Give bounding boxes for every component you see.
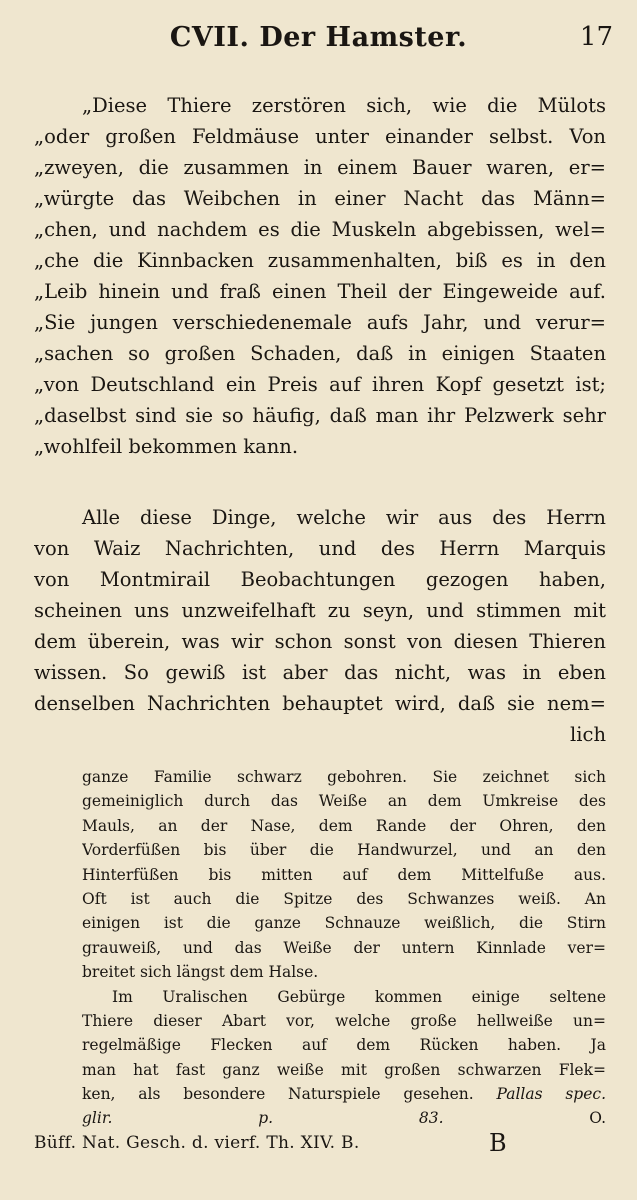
paragraph (34, 502, 606, 750)
text-line: „Sie jungen verschiedenemale aufs Jahr, und verur= (34, 311, 606, 334)
footnote-line: einigen ist die ganze Schnauze weißlich, die Stirn (82, 914, 606, 933)
footnote (82, 765, 606, 1131)
text-line: von Montmirail Beobachtungen gezogen haben, (34, 568, 606, 591)
footnote-line: man hat fast ganz weiße mit großen schwarzen Flek= (82, 1060, 606, 1079)
text-line: „chen, und nachdem es die Muskeln abgebissen, wel= (34, 218, 606, 241)
catchword: lich (570, 723, 606, 746)
footnote-line: Im Uralischen Gebürge kommen einige seltene (112, 987, 606, 1006)
footnote-line: ganze Familie schwarz gebohren. Sie zeichnet sich (82, 768, 606, 786)
footnote-line: Thiere dieser Abart vor, welche große hellweiße un= (82, 1011, 606, 1030)
footnote-line: Oft ist auch die Spitze des Schwanzes weiß. An (82, 889, 606, 908)
signature-letter: B (489, 1129, 507, 1157)
text-line: „zweyen, die zusammen in einem Bauer waren, er= (34, 156, 606, 179)
text-line: „von Deutschland ein Preis auf ihren Kopf gesetzt ist; (34, 373, 606, 396)
text-line: Alle diese Dinge, welche wir aus des Herrn (82, 506, 606, 529)
text-line: „sachen so großen Schaden, daß in einigen Staaten (34, 342, 606, 365)
text-line: „che die Kinnbacken zusammenhalten, biß es in den (34, 249, 606, 272)
page-number: 17 (579, 22, 613, 52)
citation-ref: glir. p. 83. (82, 1109, 444, 1128)
printer-signature: Büff. Nat. Gesch. d. vierf. Th. XIV. B. (34, 1133, 360, 1153)
running-header (0, 18, 637, 58)
text-line: denselben Nachrichten behauptet wird, daß sie nem= (34, 692, 606, 715)
text-line: dem überein, was wir schon sonst von diesen Thieren (34, 630, 606, 653)
footnote-line: gemeiniglich durch das Weiße an dem Umkreise des (82, 792, 606, 811)
main-text (34, 90, 606, 750)
citation-ref: Pallas spec. (496, 1085, 606, 1104)
footnote-line: Vorderfüßen bis über die Handwurzel, und an den (82, 841, 606, 860)
signature-row (34, 1127, 606, 1159)
footnote-line: grauweiß, und das Weiße der untern Kinnlade ver= (82, 938, 606, 957)
page-title: CVII. Der Hamster. (169, 22, 468, 53)
text-line: von Waiz Nachrichten, und des Herrn Marquis (34, 537, 606, 560)
footnote-text: ken, als besondere Naturspiele gesehen. (82, 1085, 474, 1104)
text-line: „Leib hinein und fraß einen Theil der Eingeweide auf. (34, 280, 606, 303)
text-line: „würgte das Weibchen in einer Nacht das Männ= (34, 187, 606, 210)
text-line: scheinen uns unzweifelhaft zu seyn, und stimmen mit (34, 599, 606, 622)
footnote-line: Hinterfüßen bis mitten auf dem Mittelfuße aus. (82, 865, 606, 884)
citation-mark: O. (589, 1109, 606, 1128)
footnote-line: breitet sich längst dem Halse. (82, 963, 319, 982)
text-line: „daselbst sind sie so häufig, daß man ihr Pelzwerk sehr (34, 404, 606, 427)
text-line: wissen. So gewiß ist aber das nicht, was in eben (34, 661, 606, 684)
footnote-line: Mauls, an der Nase, dem Rande der Ohren, den (82, 816, 606, 835)
footnote-line: regelmäßige Flecken auf dem Rücken haben. Ja (82, 1036, 606, 1055)
text-line: „Diese Thiere zerstören sich, wie die Mülots (82, 94, 606, 117)
footnote-line-with-ref (82, 1082, 606, 1106)
text-line: „wohlfeil bekommen kann. (34, 435, 299, 458)
text-line: „oder großen Feldmäuse unter einander selbst. Von (34, 125, 606, 148)
